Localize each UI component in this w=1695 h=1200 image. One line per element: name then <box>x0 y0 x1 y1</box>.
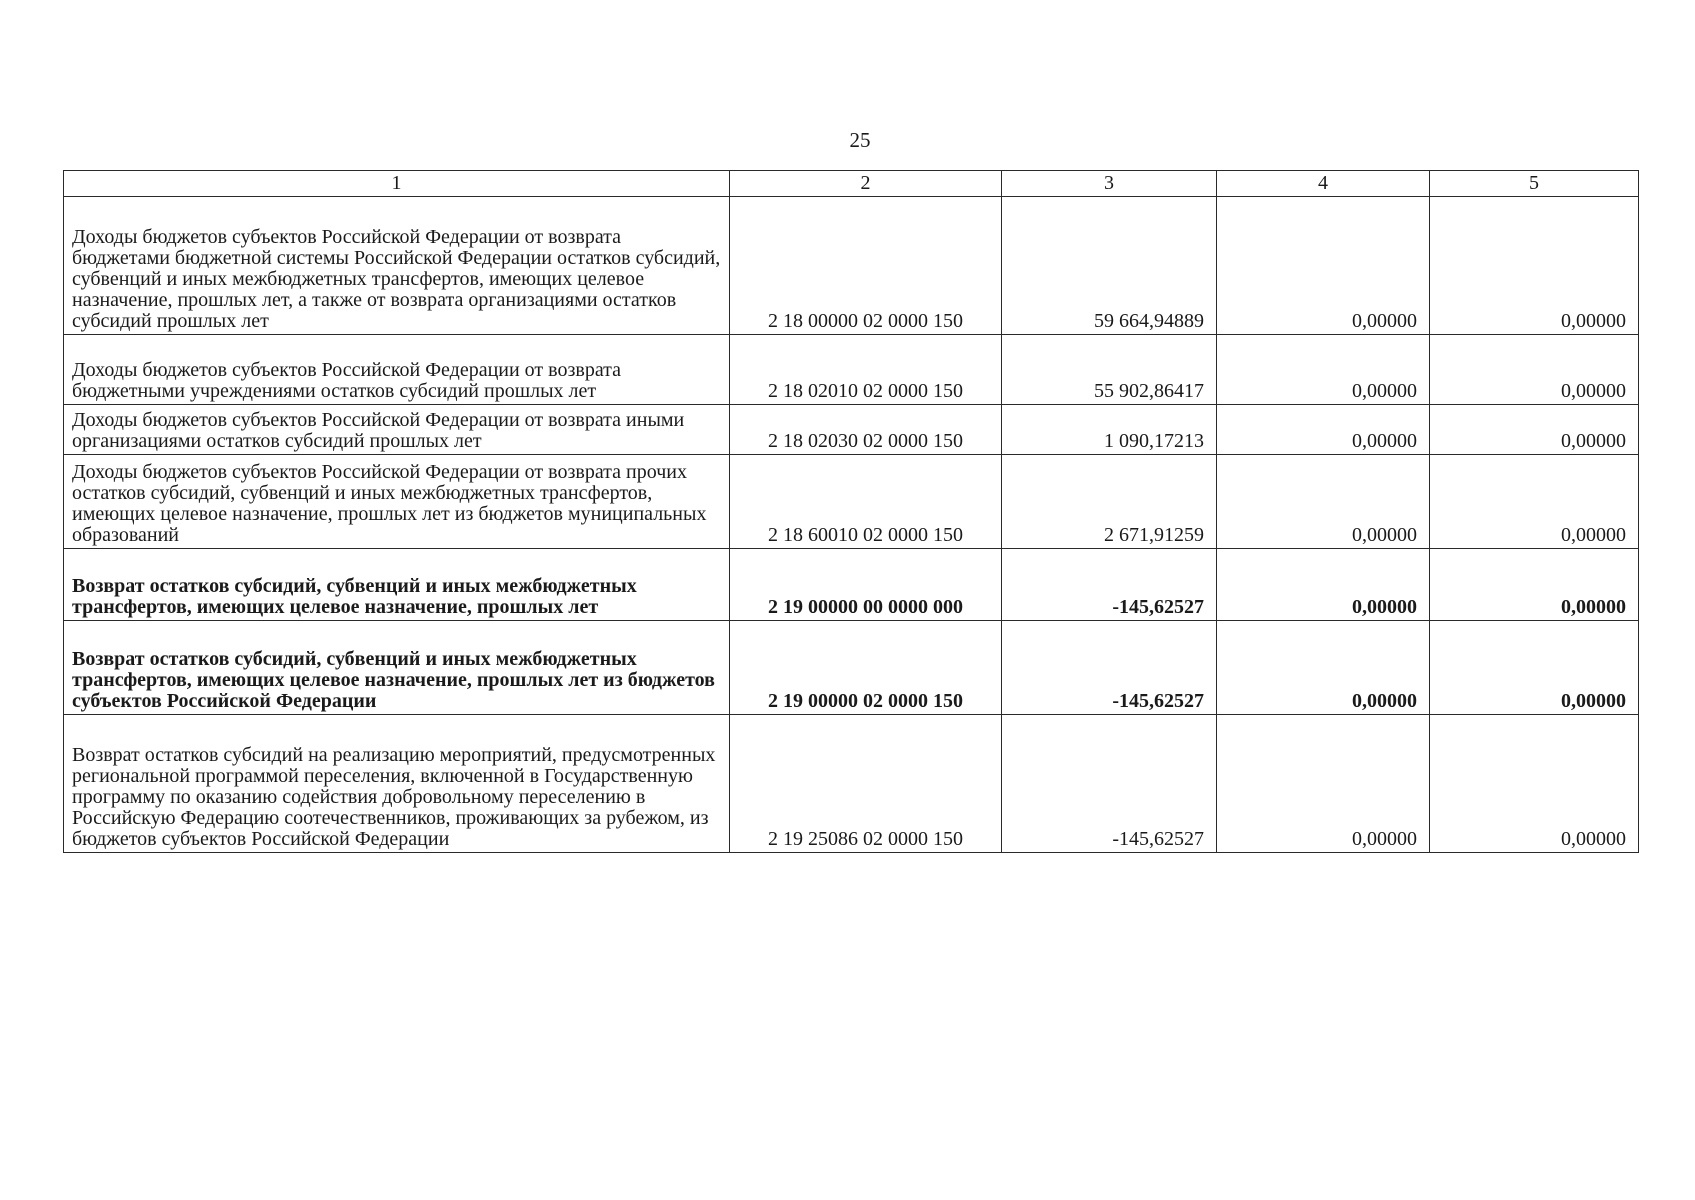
row-code-cell: 2 19 00000 00 0000 000 <box>730 549 1002 621</box>
row-value-5-cell: 0,00000 <box>1430 455 1639 549</box>
column-header-5: 5 <box>1430 171 1639 197</box>
column-header-1: 1 <box>64 171 730 197</box>
table-row <box>64 621 1639 715</box>
budget-table <box>63 170 1639 853</box>
row-code-cell: 2 18 02030 02 0000 150 <box>730 405 1002 455</box>
row-value-4-cell: 0,00000 <box>1217 197 1430 335</box>
row-code-cell: 2 18 60010 02 0000 150 <box>730 455 1002 549</box>
column-header-4: 4 <box>1217 171 1430 197</box>
column-header-3: 3 <box>1002 171 1217 197</box>
row-code-cell: 2 19 25086 02 0000 150 <box>730 715 1002 853</box>
row-value-5-cell: 0,00000 <box>1430 715 1639 853</box>
row-value-5-cell: 0,00000 <box>1430 335 1639 405</box>
row-name-cell: Доходы бюджетов субъектов Российской Федерации от возврата иными организациями остатков субсидий прошлых лет <box>64 405 730 455</box>
row-value-5-cell: 0,00000 <box>1430 197 1639 335</box>
row-name-cell: Доходы бюджетов субъектов Российской Федерации от возврата прочих остатков субсидий, субвенций и иных межбюджетных трансфертов, имеющих целевое назначение, прошлых лет из бюджетов муниципальных образований <box>64 455 730 549</box>
page-number: 25 <box>849 128 871 152</box>
row-code-cell: 2 18 00000 02 0000 150 <box>730 197 1002 335</box>
row-code-cell: 2 18 02010 02 0000 150 <box>730 335 1002 405</box>
row-value-3-cell: -145,62527 <box>1002 549 1217 621</box>
row-value-5-cell: 0,00000 <box>1430 405 1639 455</box>
row-name-cell: Доходы бюджетов субъектов Российской Федерации от возврата бюджетными учреждениями остатков субсидий прошлых лет <box>64 335 730 405</box>
row-value-3-cell: 59 664,94889 <box>1002 197 1217 335</box>
table-row <box>64 405 1639 455</box>
table-row <box>64 549 1639 621</box>
row-value-4-cell: 0,00000 <box>1217 405 1430 455</box>
row-value-3-cell: 2 671,91259 <box>1002 455 1217 549</box>
row-code-cell: 2 19 00000 02 0000 150 <box>730 621 1002 715</box>
row-value-5-cell: 0,00000 <box>1430 549 1639 621</box>
row-value-3-cell: 55 902,86417 <box>1002 335 1217 405</box>
row-value-4-cell: 0,00000 <box>1217 335 1430 405</box>
row-name-cell: Возврат остатков субсидий на реализацию мероприятий, предусмотренных региональной программой переселения, включенной в Государственную программу по оказанию содействия добровольному переселению в Российскую Федерацию соотечественников, проживающих за рубежом, из бюджетов субъектов Российской Федерации <box>64 715 730 853</box>
column-header-2: 2 <box>730 171 1002 197</box>
table-header-row <box>64 171 1639 197</box>
row-value-4-cell: 0,00000 <box>1217 621 1430 715</box>
table-row <box>64 715 1639 853</box>
row-value-4-cell: 0,00000 <box>1217 549 1430 621</box>
row-value-4-cell: 0,00000 <box>1217 455 1430 549</box>
row-value-5-cell: 0,00000 <box>1430 621 1639 715</box>
table-row <box>64 197 1639 335</box>
table-row <box>64 455 1639 549</box>
row-name-cell: Возврат остатков субсидий, субвенций и иных межбюджетных трансфертов, имеющих целевое назначение, прошлых лет из бюджетов субъектов Российской Федерации <box>64 621 730 715</box>
row-value-3-cell: 1 090,17213 <box>1002 405 1217 455</box>
row-value-3-cell: -145,62527 <box>1002 715 1217 853</box>
row-name-cell: Доходы бюджетов субъектов Российской Федерации от возврата бюджетами бюджетной системы Российской Федерации остатков субсидий, субвенций и иных межбюджетных трансфертов, имеющих целевое назначение, прошлых лет, а также от возврата организациями остатков субсидий прошлых лет <box>64 197 730 335</box>
row-value-3-cell: -145,62527 <box>1002 621 1217 715</box>
row-name-cell: Возврат остатков субсидий, субвенций и иных межбюджетных трансфертов, имеющих целевое назначение, прошлых лет <box>64 549 730 621</box>
table-row <box>64 335 1639 405</box>
row-value-4-cell: 0,00000 <box>1217 715 1430 853</box>
